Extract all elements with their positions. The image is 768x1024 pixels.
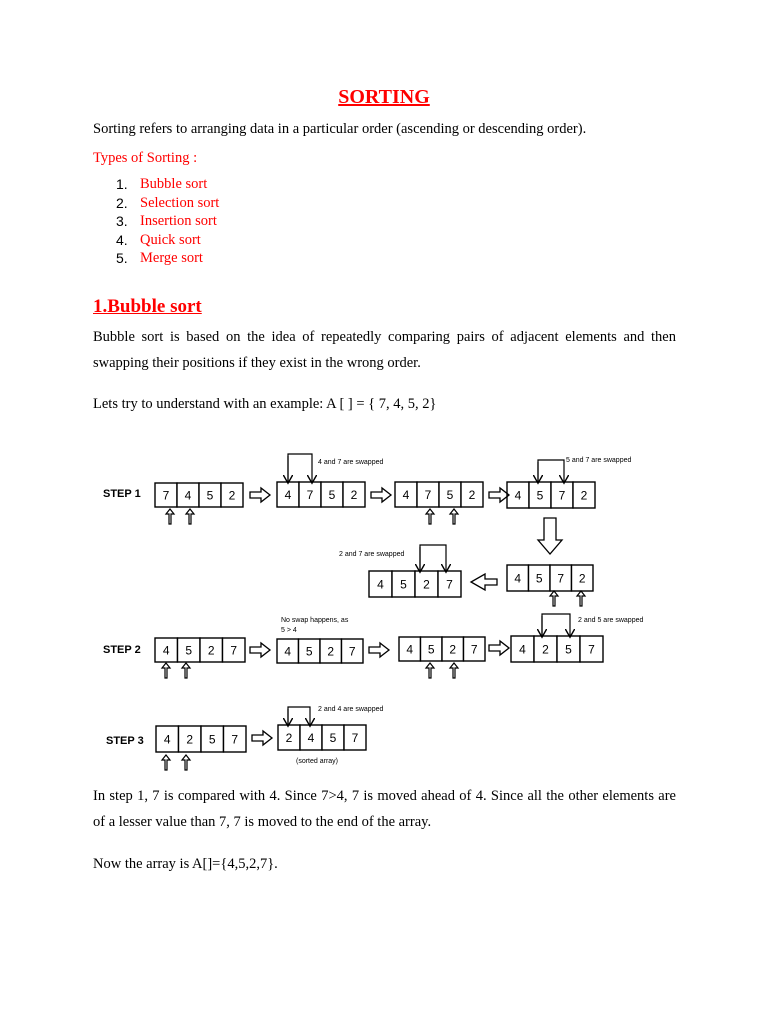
example-line: Lets try to understand with an example: A [ ] = { 7, 4, 5, 2} [93, 396, 437, 412]
array-cell-value: 4 [307, 731, 315, 745]
array-box [507, 565, 593, 591]
array-cell-value: 2 [186, 732, 194, 747]
array-cell-value: 5 [305, 644, 313, 659]
array-cell-value: 7 [348, 644, 356, 659]
array-cell-value: 5 [446, 488, 454, 502]
types-list [116, 176, 219, 269]
section-heading: 1.Bubble sort [93, 296, 202, 317]
array-cell-value: 2 [327, 644, 335, 659]
array-cell-value: 7 [558, 488, 566, 503]
array-box [278, 725, 366, 750]
array-cell-value: 7 [230, 643, 238, 658]
array-box [369, 571, 461, 597]
array-cell-value: 2 [285, 731, 293, 745]
array-box [399, 637, 485, 661]
list-number: 2. [116, 194, 128, 211]
swap-note: 2 and 5 are swapped [578, 617, 644, 624]
array-cell-value: 5 [206, 488, 214, 503]
list-number: 1. [116, 176, 128, 192]
array-cell-value: 4 [514, 571, 522, 586]
explanation-paragraph: In step 1, 7 is compared with 4. Since 7>4, 7 is moved ahead of 4. Since all the other elements are of a lesser value than 7, 7 is moved to the end of the array. [93, 788, 676, 830]
list-number: 4. [116, 231, 128, 248]
array-cell-value: 4 [519, 642, 526, 657]
array-cell-value: 4 [406, 642, 414, 657]
array-cell-value: 2 [228, 488, 236, 503]
list-item [116, 213, 219, 232]
array-cell-value: 7 [588, 642, 595, 657]
list-number: 3. [116, 213, 128, 230]
array-cell-value: 7 [351, 731, 359, 745]
array-cell-value: 7 [424, 488, 432, 502]
array-cell-value: 2 [542, 642, 549, 657]
left-arrow-icon [471, 574, 497, 590]
array-box [395, 482, 483, 507]
array-cell-value: 5 [329, 731, 337, 745]
swap-note: 4 and 7 are swapped [318, 459, 384, 466]
array-cell-value: 2 [350, 488, 358, 502]
swap-note: 2 and 7 are swapped [339, 551, 405, 558]
list-item [116, 250, 219, 269]
step-label: STEP 1 [103, 488, 141, 500]
array-cell-value: 4 [162, 643, 170, 658]
array-cell-value: 2 [207, 643, 215, 658]
array-cell-value: 7 [470, 642, 478, 657]
intro-text: Sorting refers to arranging data in a particular order (ascending or descending order). [93, 121, 587, 137]
swap-note: No swap happens, as [281, 617, 349, 624]
array-cell-value: 2 [468, 488, 476, 502]
list-item [116, 232, 219, 251]
array-cell-value: 4 [402, 488, 410, 502]
array-cell-value: 4 [514, 488, 522, 503]
types-heading: Types of Sorting : [93, 150, 198, 166]
array-box [511, 636, 603, 662]
array-cell-value: 2 [580, 488, 588, 503]
list-item [116, 176, 219, 195]
swap-note: 5 > 4 [281, 627, 297, 634]
list-label: Insertion sort [140, 213, 217, 230]
array-cell-value: 7 [557, 571, 565, 586]
step-label: STEP 2 [103, 644, 141, 656]
list-number: 5. [116, 250, 128, 267]
array-box [156, 726, 246, 752]
list-label: Merge sort [140, 250, 203, 267]
array-box [155, 483, 243, 507]
result-line: Now the array is A[]={4,5,2,7}. [93, 856, 278, 872]
array-cell-value: 5 [535, 571, 543, 586]
array-cell-value: 5 [536, 488, 544, 503]
array-cell-value: 2 [423, 577, 430, 592]
array-cell-value: 5 [427, 642, 435, 657]
list-label: Bubble sort [140, 176, 208, 192]
step-label: STEP 3 [106, 735, 144, 747]
array-cell-value: 4 [377, 577, 384, 592]
section-paragraph: Bubble sort is based on the idea of repeatedly comparing pairs of adjacent elements and then swapping their positions if they exist in the wrong order. [93, 329, 676, 371]
array-cell-value: 5 [565, 642, 572, 657]
array-cell-value: 4 [284, 488, 292, 502]
down-arrow-icon [538, 518, 562, 554]
array-cell-value: 4 [184, 488, 192, 503]
swap-note: 2 and 4 are swapped [318, 706, 384, 713]
array-cell-value: 7 [306, 488, 314, 502]
array-cell-value: 5 [208, 732, 216, 747]
swap-note: 5 and 7 are swapped [566, 457, 632, 464]
array-cell-value: 2 [449, 642, 457, 657]
array-cell-value: 4 [163, 732, 171, 747]
list-label: Selection sort [140, 194, 220, 211]
array-cell-value: 4 [284, 644, 292, 659]
bubble-sort-diagram [93, 438, 676, 780]
array-cell-value: 2 [578, 571, 586, 586]
page-title: SORTING [338, 86, 430, 108]
array-cell-value: 7 [162, 488, 170, 503]
array-box [277, 639, 363, 663]
array-cell-value: 7 [231, 732, 239, 747]
sorted-note: (sorted array) [296, 758, 339, 765]
list-label: Quick sort [140, 231, 201, 248]
list-item [116, 195, 219, 214]
array-box [155, 638, 245, 662]
array-cell-value: 5 [185, 643, 193, 658]
array-cell-value: 5 [328, 488, 336, 502]
array-box [507, 482, 595, 508]
array-box [277, 482, 365, 507]
array-cell-value: 7 [446, 577, 453, 592]
array-cell-value: 5 [400, 577, 407, 592]
